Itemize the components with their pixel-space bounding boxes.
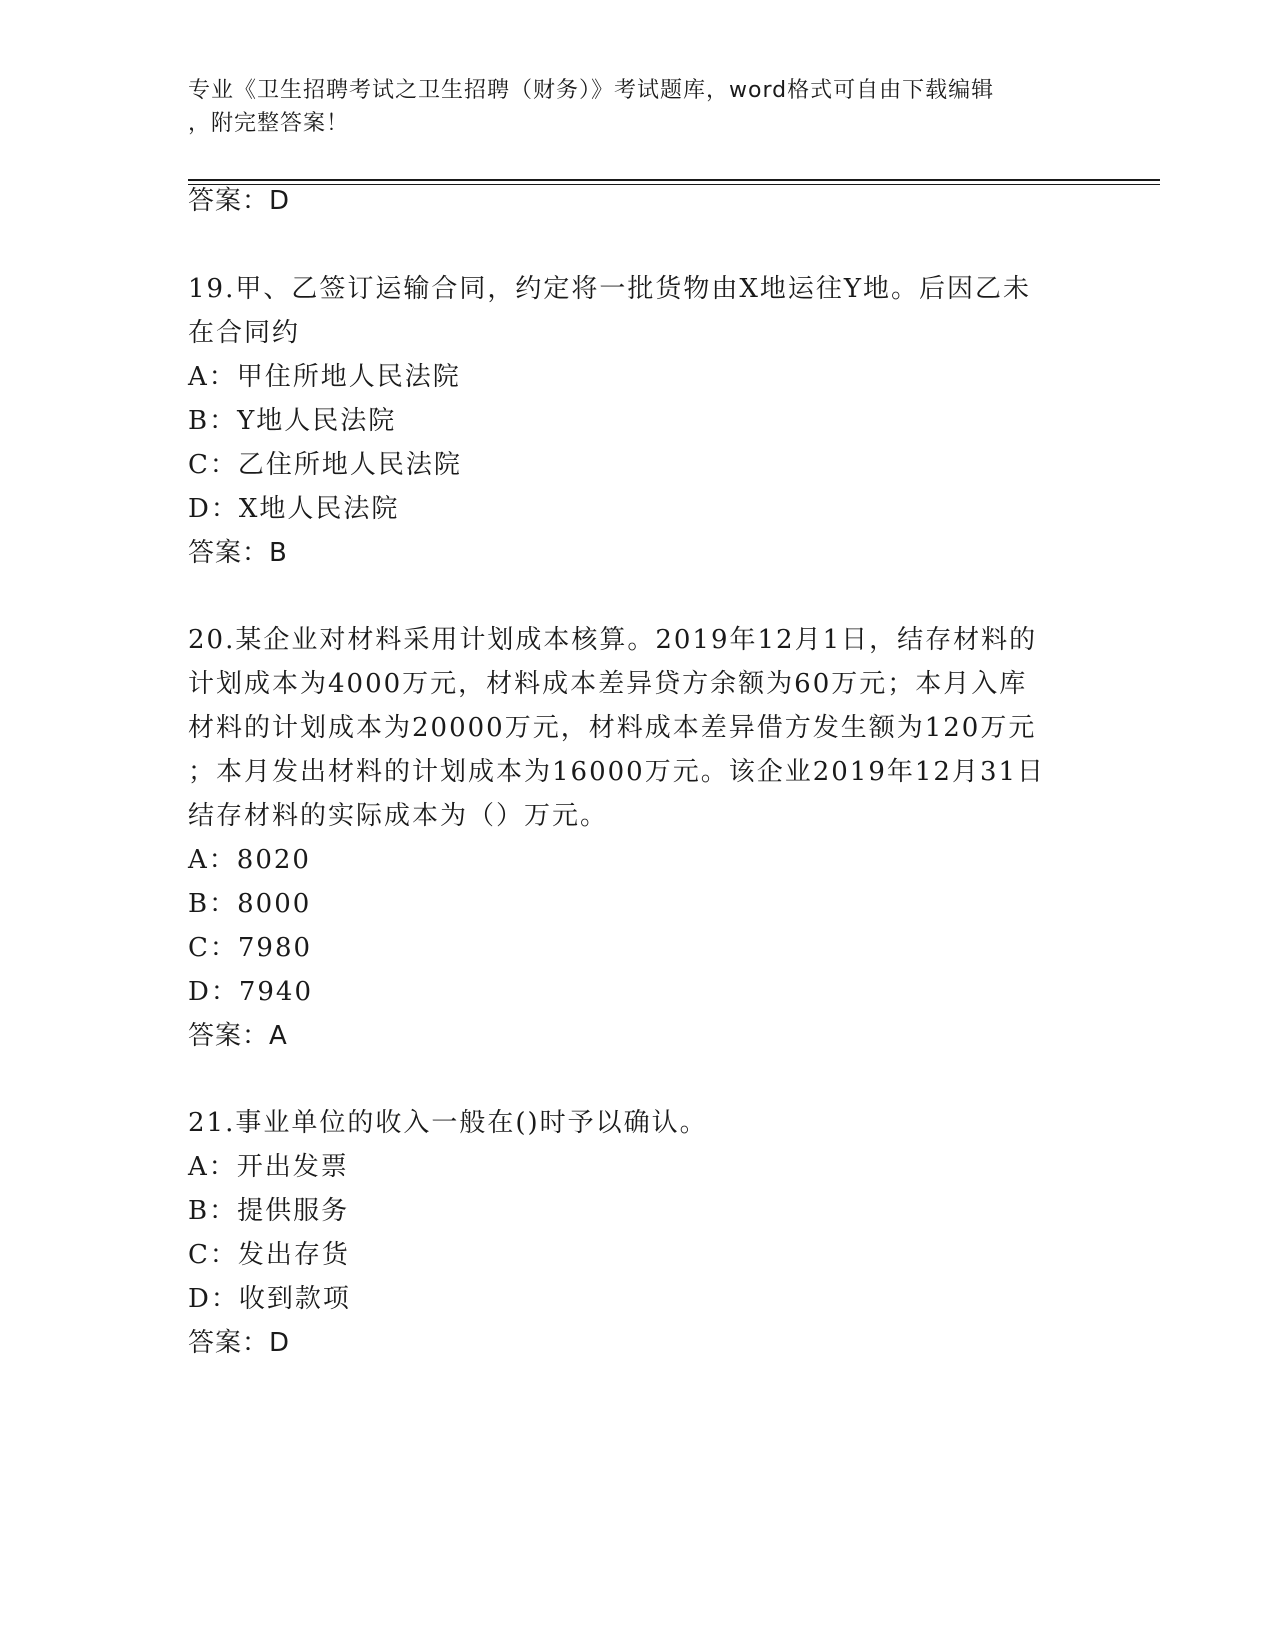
q19-stem-line-1: 19.甲、乙签订运输合同，约定将一批货物由X地运往Y地。后因乙未 xyxy=(188,274,1032,304)
q21-answer: 答案：D xyxy=(188,1328,291,1358)
header-line-1: 专业《卫生招聘考试之卫生招聘（财务）》考试题库，word格式可自由下载编辑 xyxy=(188,78,995,103)
q21-option-a: A：开出发票 xyxy=(188,1152,349,1182)
q21-option-b: B：提供服务 xyxy=(188,1196,350,1226)
q20-option-d: D：7940 xyxy=(188,977,314,1007)
q21-option-d: D：收到款项 xyxy=(188,1284,351,1314)
q21-option-c: C：发出存货 xyxy=(188,1240,350,1270)
q19-answer: 答案：B xyxy=(188,538,288,568)
q21-stem-line-1: 21.事业单位的收入一般在()时予以确认。 xyxy=(188,1108,708,1138)
q19-option-a: A：甲住所地人民法院 xyxy=(188,362,461,392)
q20-stem-line-1: 20.某企业对材料采用计划成本核算。2019年12月1日，结存材料的 xyxy=(188,625,1038,655)
q20-stem-line-3: 材料的计划成本为20000万元，材料成本差异借方发生额为120万元 xyxy=(188,713,1037,743)
header-line-2: ，附完整答案！ xyxy=(188,111,350,136)
document-header xyxy=(188,74,1088,140)
header-rule-thick xyxy=(188,179,1160,181)
header-rule-thin xyxy=(188,184,1160,185)
q19-option-d: D：X地人民法院 xyxy=(188,494,400,524)
q20-answer: 答案：A xyxy=(188,1021,288,1051)
answer-previous: 答案：D xyxy=(188,186,291,216)
q19-stem-line-2: 在合同约 xyxy=(188,318,301,348)
q19-option-b: B：Y地人民法院 xyxy=(188,406,397,436)
q20-stem-line-4: ；本月发出材料的计划成本为16000万元。该企业2019年12月31日 xyxy=(188,757,1046,787)
q20-option-b: B：8000 xyxy=(188,889,312,919)
q20-option-a: A：8020 xyxy=(188,845,311,875)
q20-stem-line-5: 结存材料的实际成本为（）万元。 xyxy=(188,801,609,831)
q19-option-c: C：乙住所地人民法院 xyxy=(188,450,462,480)
q20-stem-line-2: 计划成本为4000万元，材料成本差异贷方余额为60万元；本月入库 xyxy=(188,669,1028,699)
q20-option-c: C：7980 xyxy=(188,933,313,963)
